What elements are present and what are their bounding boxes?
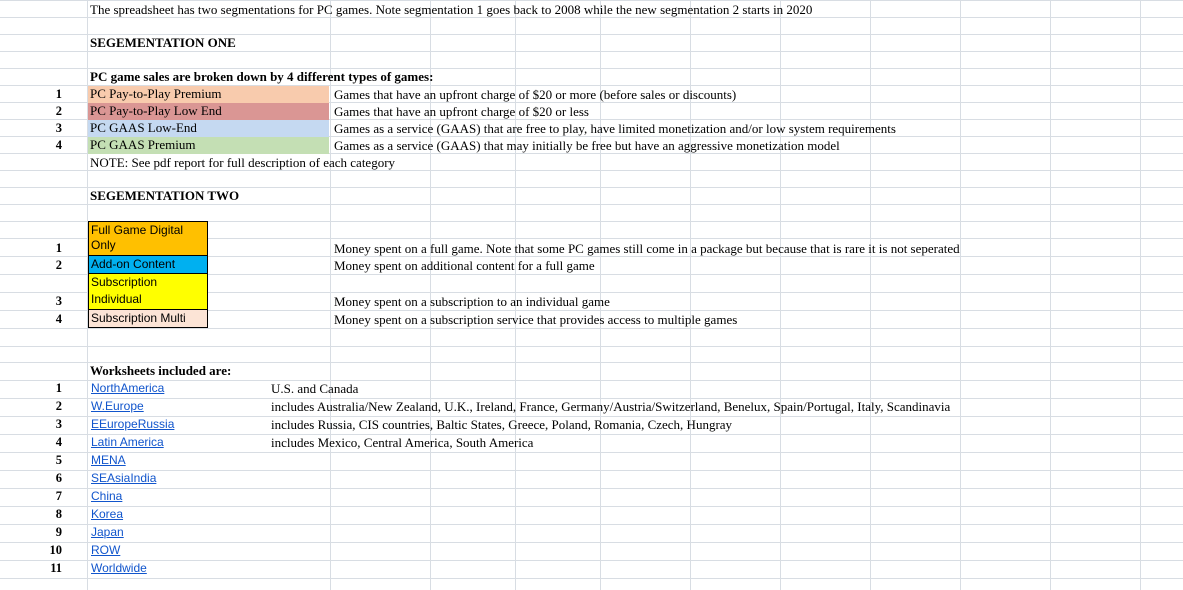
seg2-heading[interactable]: SEGEMENTATION TWO [90,188,240,203]
seg2-label-line: Subscription Multi [91,311,186,325]
seg1-category-description[interactable]: Games that have an upfront charge of $20 or less [334,104,589,119]
seg2-row-number[interactable]: 3 [55,294,62,308]
worksheet-link-mena[interactable]: MENA [91,453,126,467]
worksheet-row-number[interactable]: 10 [49,543,62,557]
worksheet-link-weurope[interactable]: W.Europe [91,399,144,413]
seg2-category-description[interactable]: Money spent on a subscription to an individual game [334,294,610,309]
seg1-category-label[interactable]: PC Pay-to-Play Low End [88,103,329,120]
worksheet-link-japan[interactable]: Japan [91,525,124,539]
worksheet-row-number[interactable]: 5 [55,453,62,467]
worksheet-link-china[interactable]: China [91,489,123,503]
seg1-category-label[interactable]: PC GAAS Low-End [88,120,329,137]
seg2-category-description[interactable]: Money spent on a full game. Note that some PC games still come in a package but because that is rare it is not seperated [334,241,960,256]
seg2-row-number[interactable]: 2 [55,258,62,272]
worksheet-description[interactable]: includes Australia/New Zealand, U.K., Ireland, France, Germany/Austria/Switzerland, Benelux, Spain/Portugal, Italy, Scandinavia [271,399,951,414]
seg2-row-number[interactable]: 1 [55,241,62,255]
seg1-note[interactable]: NOTE: See pdf report for full description of each category [90,155,396,170]
worksheet-row-number[interactable]: 2 [55,399,62,413]
worksheet-row-number[interactable]: 9 [55,525,62,539]
seg1-row-number[interactable]: 2 [55,104,62,118]
worksheet-link-seasiaindia[interactable]: SEAsiaIndia [91,471,157,485]
worksheet-row-number[interactable]: 1 [55,381,62,395]
seg1-row-number[interactable]: 4 [55,138,62,152]
worksheet-row-number[interactable]: 3 [55,417,62,431]
seg2-category-label[interactable] [88,256,208,274]
seg2-label-line: Subscription [91,275,158,289]
seg2-row-number[interactable]: 4 [55,312,62,326]
intro-text[interactable]: The spreadsheet has two segmentations for PC games. Note segmentation 1 goes back to 2008 while the new segmentation 2 starts in 2020 [90,2,813,17]
seg2-category-description[interactable]: Money spent on additional content for a full game [334,258,595,273]
worksheets-heading[interactable]: Worksheets included are: [90,363,232,378]
worksheet-description[interactable]: U.S. and Canada [271,381,359,396]
seg2-category-label[interactable] [88,274,208,310]
seg1-heading[interactable]: SEGEMENTATION ONE [90,35,236,50]
seg2-category-label[interactable] [88,221,208,256]
seg2-label-line: Full Game Digital [91,223,184,237]
worksheet-link-worldwide[interactable]: Worldwide [91,561,147,575]
seg1-category-description[interactable]: Games as a service (GAAS) that are free to play, have limited monetization and/or low system requirements [334,121,896,136]
seg2-category-description[interactable]: Money spent on a subscription service that provides access to multiple games [334,312,738,327]
worksheet-link-eeuroperussia[interactable]: EEuropeRussia [91,417,175,431]
seg1-category-description[interactable]: Games as a service (GAAS) that may initially be free but have an aggressive monetization model [334,138,840,153]
worksheet-description[interactable]: includes Mexico, Central America, South America [271,435,534,450]
seg1-row-number[interactable]: 3 [55,121,62,135]
worksheet-row-number[interactable]: 8 [55,507,62,521]
worksheet-row-number[interactable]: 4 [55,435,62,449]
worksheet-row-number[interactable]: 11 [50,561,62,575]
worksheet-link-row[interactable]: ROW [91,543,121,557]
seg1-subheading[interactable]: PC game sales are broken down by 4 different types of games: [90,69,434,84]
seg2-label-line: Only [91,238,116,252]
worksheet-link-korea[interactable]: Korea [91,507,124,521]
seg1-category-label[interactable]: PC GAAS Premium [88,137,329,154]
seg2-label-line: Individual [91,292,142,306]
seg1-row-number[interactable]: 1 [55,87,62,101]
seg1-category-label[interactable]: PC Pay-to-Play Premium [88,86,329,103]
worksheet-link-northamerica[interactable]: NorthAmerica [91,381,165,395]
worksheet-row-number[interactable]: 6 [55,471,62,485]
seg1-category-description[interactable]: Games that have an upfront charge of $20 or more (before sales or discounts) [334,87,737,102]
seg2-label-line: Add-on Content [91,257,176,271]
seg2-category-label[interactable] [88,310,208,328]
worksheet-description[interactable]: includes Russia, CIS countries, Baltic States, Greece, Poland, Romania, Czech, Hungray [271,417,733,432]
worksheet-row-number[interactable]: 7 [55,489,62,503]
worksheet-link-latin-america[interactable]: Latin America [91,435,164,449]
